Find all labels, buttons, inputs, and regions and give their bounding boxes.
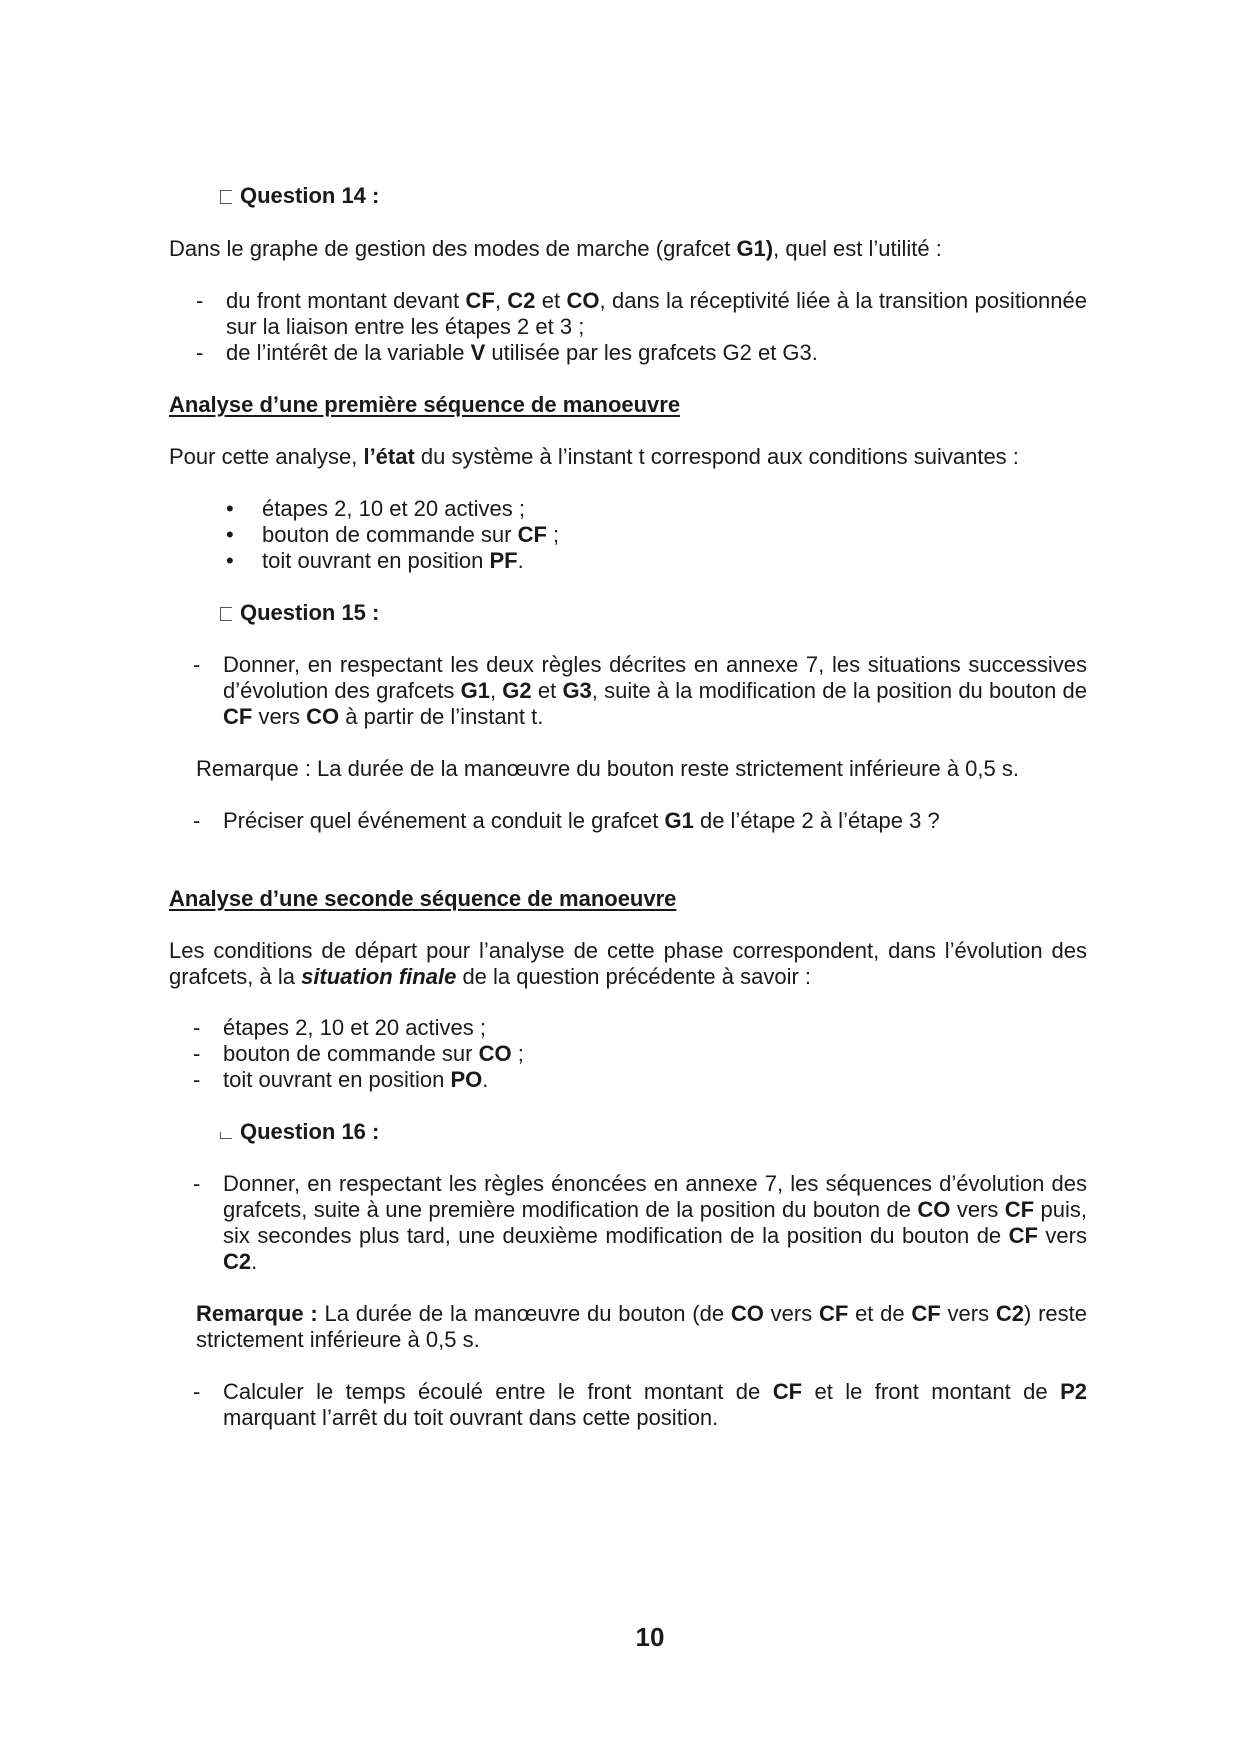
- list-item: • toit ouvrant en position PF.: [226, 548, 1086, 574]
- section-title-second-sequence: Analyse d’une seconde séquence de manoeuvre: [169, 886, 677, 911]
- question-14-intro: Dans le graphe de gestion des modes de marche (grafcet G1), quel est l’utilité :: [169, 236, 942, 261]
- question-14-heading: Question 14 :: [220, 183, 379, 209]
- list-item: • bouton de commande sur CF ;: [226, 522, 1086, 548]
- section-1-intro: Pour cette analyse, l’état du système à l’instant t correspond aux conditions suivantes :: [169, 444, 1019, 469]
- question-16-heading: Question 16 :: [220, 1119, 379, 1145]
- question-16-item-1: - Donner, en respectant les règles énoncées en annexe 7, les séquences d’évolution des grafcets, suite à une première modification de la position du bouton de CO vers CF puis, six secondes plus tard, une deuxième modification de la position du bouton de CF vers C2.: [193, 1171, 1087, 1274]
- section-title-first-sequence: Analyse d’une première séquence de manoeuvre: [169, 392, 681, 417]
- question-15-item-2: - Préciser quel événement a conduit le grafcet G1 de l’étape 2 à l’étape 3 ?: [193, 808, 940, 833]
- question-14-item-2: - de l’intérêt de la variable V utilisée par les grafcets G2 et G3.: [196, 340, 818, 365]
- checkbox-icon: [220, 190, 232, 204]
- list-item: - étapes 2, 10 et 20 actives ;: [193, 1015, 486, 1040]
- question-15-heading: Question 15 :: [220, 600, 379, 626]
- question-16-remark: Remarque : La durée de la manœuvre du bouton (de CO vers CF et de CF vers C2) reste strictement inférieure à 0,5 s.: [196, 1301, 1087, 1352]
- question-14-item-1: - du front montant devant CF, C2 et CO, dans la réceptivité liée à la transition positionnée sur la liaison entre les étapes 2 et 3 ;: [196, 288, 1087, 339]
- question-15-remark: Remarque : La durée de la manœuvre du bouton reste strictement inférieure à 0,5 s.: [196, 756, 1019, 781]
- checkbox-icon: [220, 607, 232, 621]
- list-item: - bouton de commande sur CO ;: [193, 1041, 524, 1066]
- checkbox-icon: [220, 1132, 232, 1139]
- section-2-conditions: [193, 1015, 1087, 1093]
- question-16-item-2: - Calculer le temps écoulé entre le front montant de CF et le front montant de P2 marquant l’arrêt du toit ouvrant dans cette position.: [193, 1379, 1087, 1430]
- page-number: 10: [635, 1622, 665, 1652]
- section-2-intro: Les conditions de départ pour l’analyse de cette phase correspondent, dans l’évolution des grafcets, à la situation finale de la question précédente à savoir :: [169, 938, 1087, 989]
- question-15-item-1: - Donner, en respectant les deux règles décrites en annexe 7, les situations successives d’évolution des grafcets G1, G2 et G3, suite à la modification de la position du bouton de CF vers CO à partir de l’instant t.: [193, 652, 1087, 729]
- list-item: • étapes 2, 10 et 20 actives ;: [226, 496, 1086, 522]
- section-1-conditions: [226, 496, 1086, 574]
- list-item: - toit ouvrant en position PO.: [193, 1067, 489, 1092]
